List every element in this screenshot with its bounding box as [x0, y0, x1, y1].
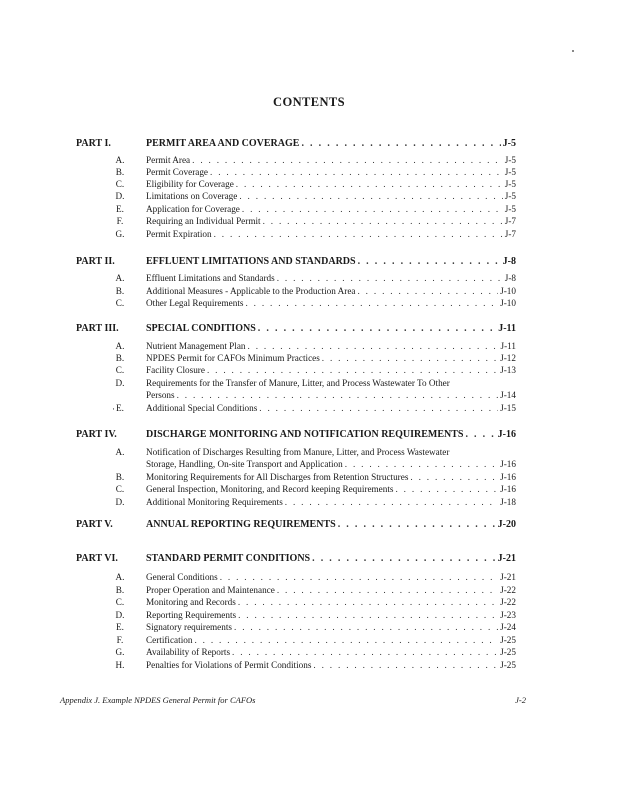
entry-letter: G. [115, 229, 125, 239]
dot-leader [194, 635, 498, 645]
entry-title: Availability of Reports [146, 647, 231, 657]
toc-part-2[interactable] [76, 256, 516, 270]
toc-entry-continuation[interactable] [76, 390, 516, 402]
toc-entry[interactable] [76, 378, 516, 390]
entry-title: Penalties for Violations of Permit Conditions [146, 660, 312, 670]
dot-leader [245, 298, 498, 308]
entry-letter: B. [115, 286, 125, 296]
toc-entry[interactable] [76, 341, 516, 353]
entry-page: J-21 [500, 572, 516, 582]
toc-entry[interactable] [76, 585, 516, 597]
entry-title: Facility Closure [146, 365, 205, 375]
toc-entry[interactable] [76, 191, 516, 203]
toc-entry[interactable] [76, 447, 516, 459]
entry-letter: F. [116, 216, 124, 226]
entry-letter: C. [115, 597, 125, 607]
toc-entry[interactable] [76, 179, 516, 191]
toc-part-6[interactable] [76, 553, 516, 567]
dot-leader [395, 484, 498, 494]
toc-part-3[interactable] [76, 323, 516, 337]
dot-leader [263, 216, 503, 226]
toc-entry[interactable] [76, 403, 516, 415]
entry-title-continued: Storage, Handling, On-site Transport and Application [146, 459, 343, 469]
entry-letter: B. [115, 353, 125, 363]
toc-entry-continuation[interactable] [76, 459, 516, 471]
toc-entry[interactable] [76, 155, 516, 167]
entry-letter: D. [115, 610, 125, 620]
entry-letter: A. [115, 572, 125, 582]
dot-leader [358, 256, 501, 267]
entry-title: Monitoring Requirements for All Discharges from Retention Structures [146, 472, 409, 482]
dot-leader [207, 365, 498, 375]
entry-title: Proper Operation and Maintenance [146, 585, 275, 595]
dot-leader [192, 155, 503, 165]
part-number: PART V. [76, 519, 113, 530]
entry-letter: D. [115, 378, 125, 388]
entry-title: Reporting Requirements [146, 610, 237, 620]
toc-entry[interactable] [76, 635, 516, 647]
page-title: CONTENTS [273, 95, 345, 109]
dot-leader [259, 403, 498, 413]
toc-entry[interactable] [76, 647, 516, 659]
entry-page: J-5 [504, 167, 516, 177]
toc-entry[interactable] [76, 286, 516, 298]
part-title: ANNUAL REPORTING REQUIREMENTS [146, 519, 336, 530]
entry-letter: E. [116, 204, 124, 214]
entry-page: J-24 [500, 622, 516, 632]
entry-page: J-15 [500, 403, 516, 413]
entry-title: Notification of Discharges Resulting from Manure, Litter, and Process Wastewater [146, 447, 450, 457]
entry-title: Effluent Limitations and Standards [146, 273, 275, 283]
part-page: J-20 [497, 519, 516, 530]
entry-letter: E. [116, 403, 124, 413]
entry-title: General Inspection, Monitoring, and Record keeping Requirements [146, 484, 394, 494]
entry-page: J-25 [500, 647, 516, 657]
part-number: PART I. [76, 138, 111, 149]
entry-letter: A. [115, 273, 125, 283]
dot-leader [234, 622, 498, 632]
toc-entry[interactable] [76, 622, 516, 634]
part-title: SPECIAL CONDITIONS [146, 323, 256, 334]
entry-page: J-16 [500, 472, 516, 482]
part-number: PART IV. [76, 429, 117, 440]
entry-title: Additional Measures - Applicable to the Production Area [146, 286, 356, 296]
page-footer [60, 695, 526, 705]
dot-leader [312, 553, 496, 564]
entry-page: J-8 [504, 273, 516, 283]
toc-entry[interactable] [76, 660, 516, 672]
part-title: DISCHARGE MONITORING AND NOTIFICATION REQUIREMENTS [146, 429, 464, 440]
entry-letter: A. [115, 155, 125, 165]
dot-leader [465, 429, 495, 440]
entry-page: J-5 [504, 204, 516, 214]
dot-leader [322, 353, 498, 363]
toc-entry[interactable] [76, 229, 516, 241]
entry-letter: E. [116, 622, 124, 632]
entry-letter: B. [115, 472, 125, 482]
entry-page: J-7 [504, 229, 516, 239]
scan-mark: · [112, 404, 115, 414]
part-page: J-16 [497, 429, 516, 440]
entry-page: J-12 [500, 353, 516, 363]
entry-page: J-16 [500, 484, 516, 494]
dot-leader [345, 459, 498, 469]
entry-page: J-18 [500, 497, 516, 507]
toc-entry[interactable] [76, 610, 516, 622]
toc-entry[interactable] [76, 216, 516, 228]
entry-letter: C. [115, 179, 125, 189]
entry-letter: A. [115, 447, 125, 457]
part-page: J-8 [502, 256, 516, 267]
entry-letter: D. [115, 191, 125, 201]
entry-page: J-25 [500, 660, 516, 670]
entry-letter: D. [115, 497, 125, 507]
entry-letter: C. [115, 484, 125, 494]
entry-title: Permit Coverage [146, 167, 208, 177]
part-page: J-5 [502, 138, 516, 149]
entry-page: J-23 [500, 610, 516, 620]
entry-page: J-14 [500, 390, 516, 400]
entry-title: Other Legal Requirements [146, 298, 244, 308]
entry-title: Eligibility for Coverage [146, 179, 234, 189]
toc-entry[interactable] [76, 597, 516, 609]
toc-entry[interactable] [76, 273, 516, 285]
toc-entry[interactable] [76, 298, 516, 310]
dot-leader [410, 472, 498, 482]
entry-letter: A. [115, 341, 125, 351]
part-page: J-21 [497, 553, 516, 564]
toc-entry[interactable] [76, 353, 516, 365]
dot-leader [313, 660, 498, 670]
entry-letter: C. [115, 365, 125, 375]
entry-page: J-22 [500, 597, 516, 607]
toc-entry[interactable] [76, 572, 516, 584]
entry-title: Permit Area [146, 155, 191, 165]
entry-title: Application for Coverage [146, 204, 240, 214]
part-number: PART II. [76, 256, 115, 267]
entry-title: General Conditions [146, 572, 218, 582]
dot-leader [357, 286, 498, 296]
entry-title-continued: Persons [146, 390, 175, 400]
entry-title: Signatory requirements [146, 622, 232, 632]
entry-letter: H. [115, 660, 125, 670]
toc-entry[interactable] [76, 472, 516, 484]
entry-letter: G. [115, 647, 125, 657]
dot-leader [258, 323, 496, 334]
dot-leader [301, 138, 500, 149]
entry-page: J-5 [504, 191, 516, 201]
entry-title: Certification [146, 635, 193, 645]
dot-leader [277, 273, 503, 283]
entry-title: Nutrient Management Plan [146, 341, 246, 351]
dot-leader [238, 597, 498, 607]
entry-title: Permit Expiration [146, 229, 212, 239]
entry-page: J-10 [500, 298, 516, 308]
part-title: PERMIT AREA AND COVERAGE [146, 138, 300, 149]
toc-part-1[interactable] [76, 138, 516, 152]
entry-letter: B. [115, 167, 125, 177]
part-number: PART VI. [76, 553, 118, 564]
entry-page: J-16 [500, 459, 516, 469]
toc-entry[interactable] [76, 484, 516, 496]
footer-page-number: J-2 [515, 695, 526, 705]
dot-leader [238, 610, 498, 620]
entry-page: J-13 [500, 365, 516, 375]
toc-entry[interactable] [76, 204, 516, 216]
dot-leader [232, 647, 498, 657]
part-title: STANDARD PERMIT CONDITIONS [146, 553, 311, 564]
entry-letter: B. [115, 585, 125, 595]
part-page: J-11 [498, 323, 516, 334]
toc-entry[interactable] [76, 497, 516, 509]
part-title: EFFLUENT LIMITATIONS AND STANDARDS [146, 256, 356, 267]
entry-page: J-11 [500, 341, 516, 351]
dot-leader [242, 204, 503, 214]
dot-leader [214, 229, 503, 239]
dot-leader [285, 497, 498, 507]
entry-letter: C. [115, 298, 125, 308]
entry-page: J-5 [504, 179, 516, 189]
dot-leader [277, 585, 498, 595]
dot-leader [338, 519, 496, 530]
footer-document-title: Appendix J. Example NPDES General Permit for CAFOs [60, 695, 256, 705]
dot-leader [210, 167, 503, 177]
entry-page: J-25 [500, 635, 516, 645]
entry-title: Requirements for the Transfer of Manure, Litter, and Process Wastewater To Other [146, 378, 450, 388]
part-number: PART III. [76, 323, 119, 334]
entry-page: J-10 [500, 286, 516, 296]
toc-part-5[interactable] [76, 519, 516, 533]
dot-leader [239, 191, 502, 201]
entry-title: Additional Monitoring Requirements [146, 497, 283, 507]
entry-page: J-7 [504, 216, 516, 226]
entry-title: Requiring an Individual Permit [146, 216, 261, 226]
dot-leader [236, 179, 503, 189]
dot-leader [248, 341, 499, 351]
toc-part-4[interactable] [76, 429, 516, 443]
entry-letter: F. [116, 635, 124, 645]
entry-title: NPDES Permit for CAFOs Minimum Practices [146, 353, 320, 363]
entry-title: Limitations on Coverage [146, 191, 238, 201]
entry-title: Additional Special Conditions [146, 403, 258, 413]
entry-page: J-5 [504, 155, 516, 165]
entry-page: J-22 [500, 585, 516, 595]
entry-title: Monitoring and Records [146, 597, 236, 607]
scan-speck [572, 50, 574, 52]
dot-leader [177, 390, 499, 400]
dot-leader [220, 572, 498, 582]
toc-entry[interactable] [76, 365, 516, 377]
toc-entry[interactable] [76, 167, 516, 179]
